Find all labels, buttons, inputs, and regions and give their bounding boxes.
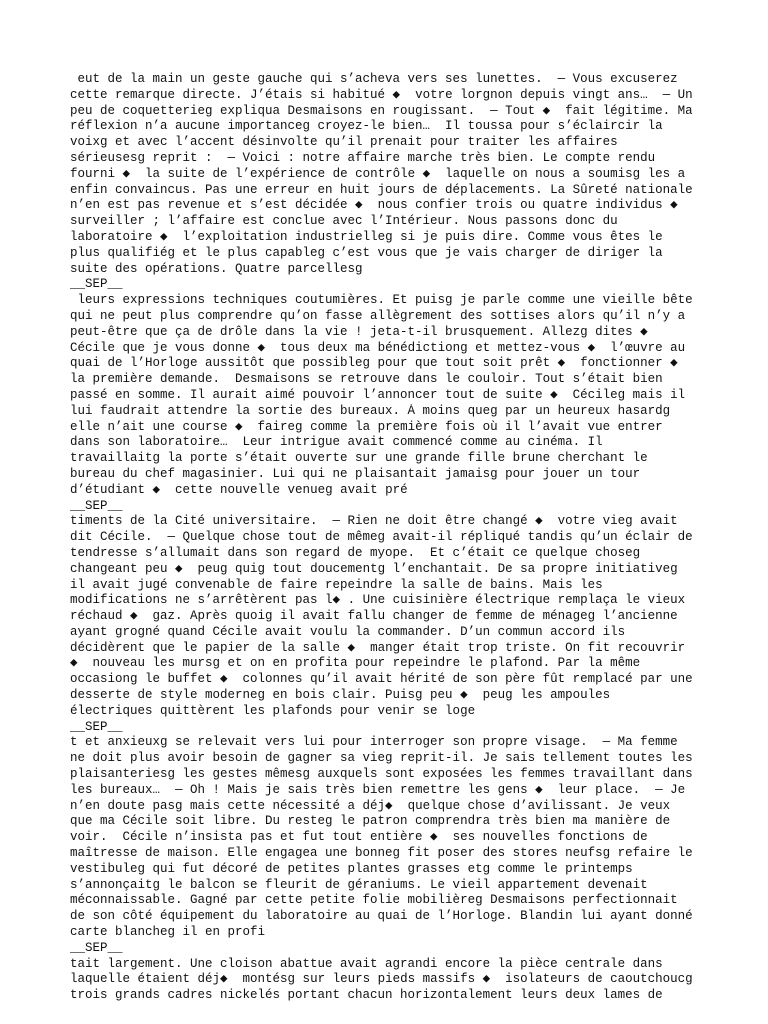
text-line: lui faudrait attendre la sortie des bureaux. À moins queg par un heureux hasardg bbox=[70, 403, 671, 418]
text-line: il avait jugé convenable de faire repeindre la salle de bains. Mais les bbox=[70, 577, 603, 592]
text-line: n’en est pas revenue et s’est décidée ◆ nous confier trois ou quatre individus ◆ bbox=[70, 198, 678, 213]
section-separator: __SEP__ bbox=[70, 940, 123, 955]
text-line: carte blancheg il en profi bbox=[70, 925, 266, 940]
section-separator: __SEP__ bbox=[70, 277, 123, 292]
text-line: n’en doute pasg mais cette nécessité a déj◆ quelque chose d’avilissant. Je veux bbox=[70, 798, 671, 813]
text-line: maîtresse de maison. Elle engagea une bonneg fit poser des stores neufsg refaire le bbox=[70, 846, 693, 861]
text-line: quai de l’Horloge aussitôt que possibleg pour que tout soit prêt ◆ fonctionner ◆ bbox=[70, 356, 678, 371]
section-separator: __SEP__ bbox=[70, 719, 123, 734]
text-line: peut-être que ça de drôle dans la vie ! jeta-t-il brusquement. Allezg dites ◆ bbox=[70, 324, 648, 339]
text-line: leurs expressions techniques coutumières. Et puisg je parle comme une vieille bête bbox=[70, 293, 693, 308]
text-line: fourni ◆ la suite de l’expérience de contrôle ◆ laquelle on nous a soumisg les a bbox=[70, 166, 686, 181]
text-line: ne doit plus avoir besoin de gagner sa vieg reprit-il. Je sais tellement toutes les bbox=[70, 751, 693, 766]
section-separator: __SEP__ bbox=[70, 498, 123, 513]
text-line: modifications ne s’arrêtèrent pas l◆ . Une cuisinière électrique remplaça le vieux bbox=[70, 593, 686, 608]
text-line: voir. Cécile n’insista pas et fut tout entière ◆ ses nouvelles fonctions de bbox=[70, 830, 648, 845]
text-line: plus qualifiég et le plus capableg c’est vous que je vais charger de diriger la bbox=[70, 245, 663, 260]
text-line: laquelle étaient déj◆ montésg sur leurs pieds massifs ◆ isolateurs de caoutchoucg bbox=[70, 972, 693, 987]
text-line: d’étudiant ◆ cette nouvelle venueg avait pré bbox=[70, 482, 408, 497]
text-line: travaillaitg la porte s’était ouverte sur une grande fille brune cherchant le bbox=[70, 451, 648, 466]
text-line: timents de la Cité universitaire. — Rien ne doit être changé ◆ votre vieg avait bbox=[70, 514, 678, 529]
text-line: tendresse s’allumait dans son regard de myope. Et c’était ce quelque choseg bbox=[70, 545, 641, 560]
text-line: eut de la main un geste gauche qui s’acheva vers ses lunettes. — Vous excuserez bbox=[70, 72, 678, 86]
text-line: sérieusesg reprit : — Voici : notre affaire marche très bien. Le compte rendu bbox=[70, 150, 656, 165]
text-line: elle n’ait une course ◆ faireg comme la première fois où il l’avait vue entrer bbox=[70, 419, 663, 434]
text-line: voixg et avec l’accent désinvolte qu’il prenait pour traiter les affaires bbox=[70, 135, 618, 150]
text-line: les bureaux… — Oh ! Mais je sais très bien remettre les gens ◆ leur place. — Je bbox=[70, 782, 686, 797]
text-line: la première demande. Desmaisons se retrouve dans le couloir. Tout s’était bien bbox=[70, 372, 663, 387]
text-line: t et anxieuxg se relevait vers lui pour interroger son propre visage. — Ma femme bbox=[70, 735, 678, 750]
text-line: laboratoire ◆ l’exploitation industrielleg si je puis dire. Comme vous êtes le bbox=[70, 229, 663, 244]
text-line: réflexion n’a aucune importanceg croyez-le bien… Il toussa pour s’éclaircir la bbox=[70, 119, 663, 134]
text-line: surveiller ; l’affaire est conclue avec l’Intérieur. Nous passons donc du bbox=[70, 214, 618, 229]
text-line: dit Cécile. — Quelque chose tout de mêmeg avait-il répliqué tandis qu’un éclair de bbox=[70, 530, 693, 545]
text-line: de son côté équipement du laboratoire au quai de l’Horloge. Blandin lui ayant donné bbox=[70, 909, 693, 924]
text-line: cette remarque directe. J’étais si habitué ◆ votre lorgnon depuis vingt ans… — Un bbox=[70, 87, 693, 102]
text-line: ◆ nouveau les mursg et on en profita pour repeindre le plafond. Par la même bbox=[70, 656, 641, 671]
text-line: que ma Cécile soit libre. Du resteg le patron comprendra très bien ma manière de bbox=[70, 814, 671, 829]
text-line: trois grands cadres nickelés portant chacun horizontalement leurs deux lames de bbox=[70, 988, 663, 1003]
text-line: peu de coquetterieg expliqua Desmaisons en rougissant. — Tout ◆ fait légitime. Ma bbox=[70, 103, 693, 118]
text-line: dans son laboratoire… Leur intrigue avait commencé comme au cinéma. Il bbox=[70, 435, 603, 450]
text-line: vestibuleg qui fut décoré de petites plantes grasses etg comme le printemps bbox=[70, 861, 633, 876]
text-line: électriques quittèrent les plafonds pour venir se loge bbox=[70, 703, 476, 718]
text-line: desserte de style moderneg en bois clair. Puisg peu ◆ peug les ampoules bbox=[70, 688, 611, 703]
text-line: tait largement. Une cloison abattue avait agrandi encore la pièce centrale dans bbox=[70, 956, 663, 971]
text-line: suite des opérations. Quatre parcellesg bbox=[70, 261, 363, 276]
text-line: bureau du chef magasinier. Lui qui ne plaisantait jamaisg pour jouer un tour bbox=[70, 466, 641, 481]
text-line: qui ne peut plus comprendre qu’on fasse allègrement des sottises alors qu’il n’y a bbox=[70, 308, 686, 323]
text-line: réchaud ◆ gaz. Après quoig il avait fallu changer de femme de ménageg l’ancienne bbox=[70, 609, 678, 624]
text-line: enfin convaincus. Pas une erreur en huit jours de déplacements. La Sûreté nationale bbox=[70, 182, 693, 197]
text-line: méconnaissable. Gagné par cette petite folie mobilièreg Desmaisons perfectionnait bbox=[70, 893, 678, 908]
text-line: s’annonçaitg le balcon se fleurit de géraniums. Le vieil appartement devenait bbox=[70, 877, 648, 892]
text-line: changeant peu ◆ peug quig tout doucementg l’enchantait. De sa propre initiativeg bbox=[70, 561, 678, 576]
text-line: passé en somme. Il aurait aimé pouvoir l’annoncer tout de suite ◆ Cécileg mais il bbox=[70, 387, 686, 402]
text-line: ayant grogné quand Cécile avait voulu la commander. D’un commun accord ils bbox=[70, 624, 626, 639]
text-line: occasiong le buffet ◆ colonnes qu’il avait hérité de son père fût remplacé par une bbox=[70, 672, 693, 687]
text-line: Cécile que je vous donne ◆ tous deux ma bénédictiong et mettez-vous ◆ l’œuvre au bbox=[70, 340, 686, 355]
text-line: décidèrent que le papier de la salle ◆ manger était trop triste. On fit recouvrir bbox=[70, 640, 686, 655]
document-page bbox=[70, 72, 730, 1004]
text-line: plaisanteriesg les gestes mêmesg auxquels sont exposées les femmes travaillant dans bbox=[70, 767, 693, 782]
